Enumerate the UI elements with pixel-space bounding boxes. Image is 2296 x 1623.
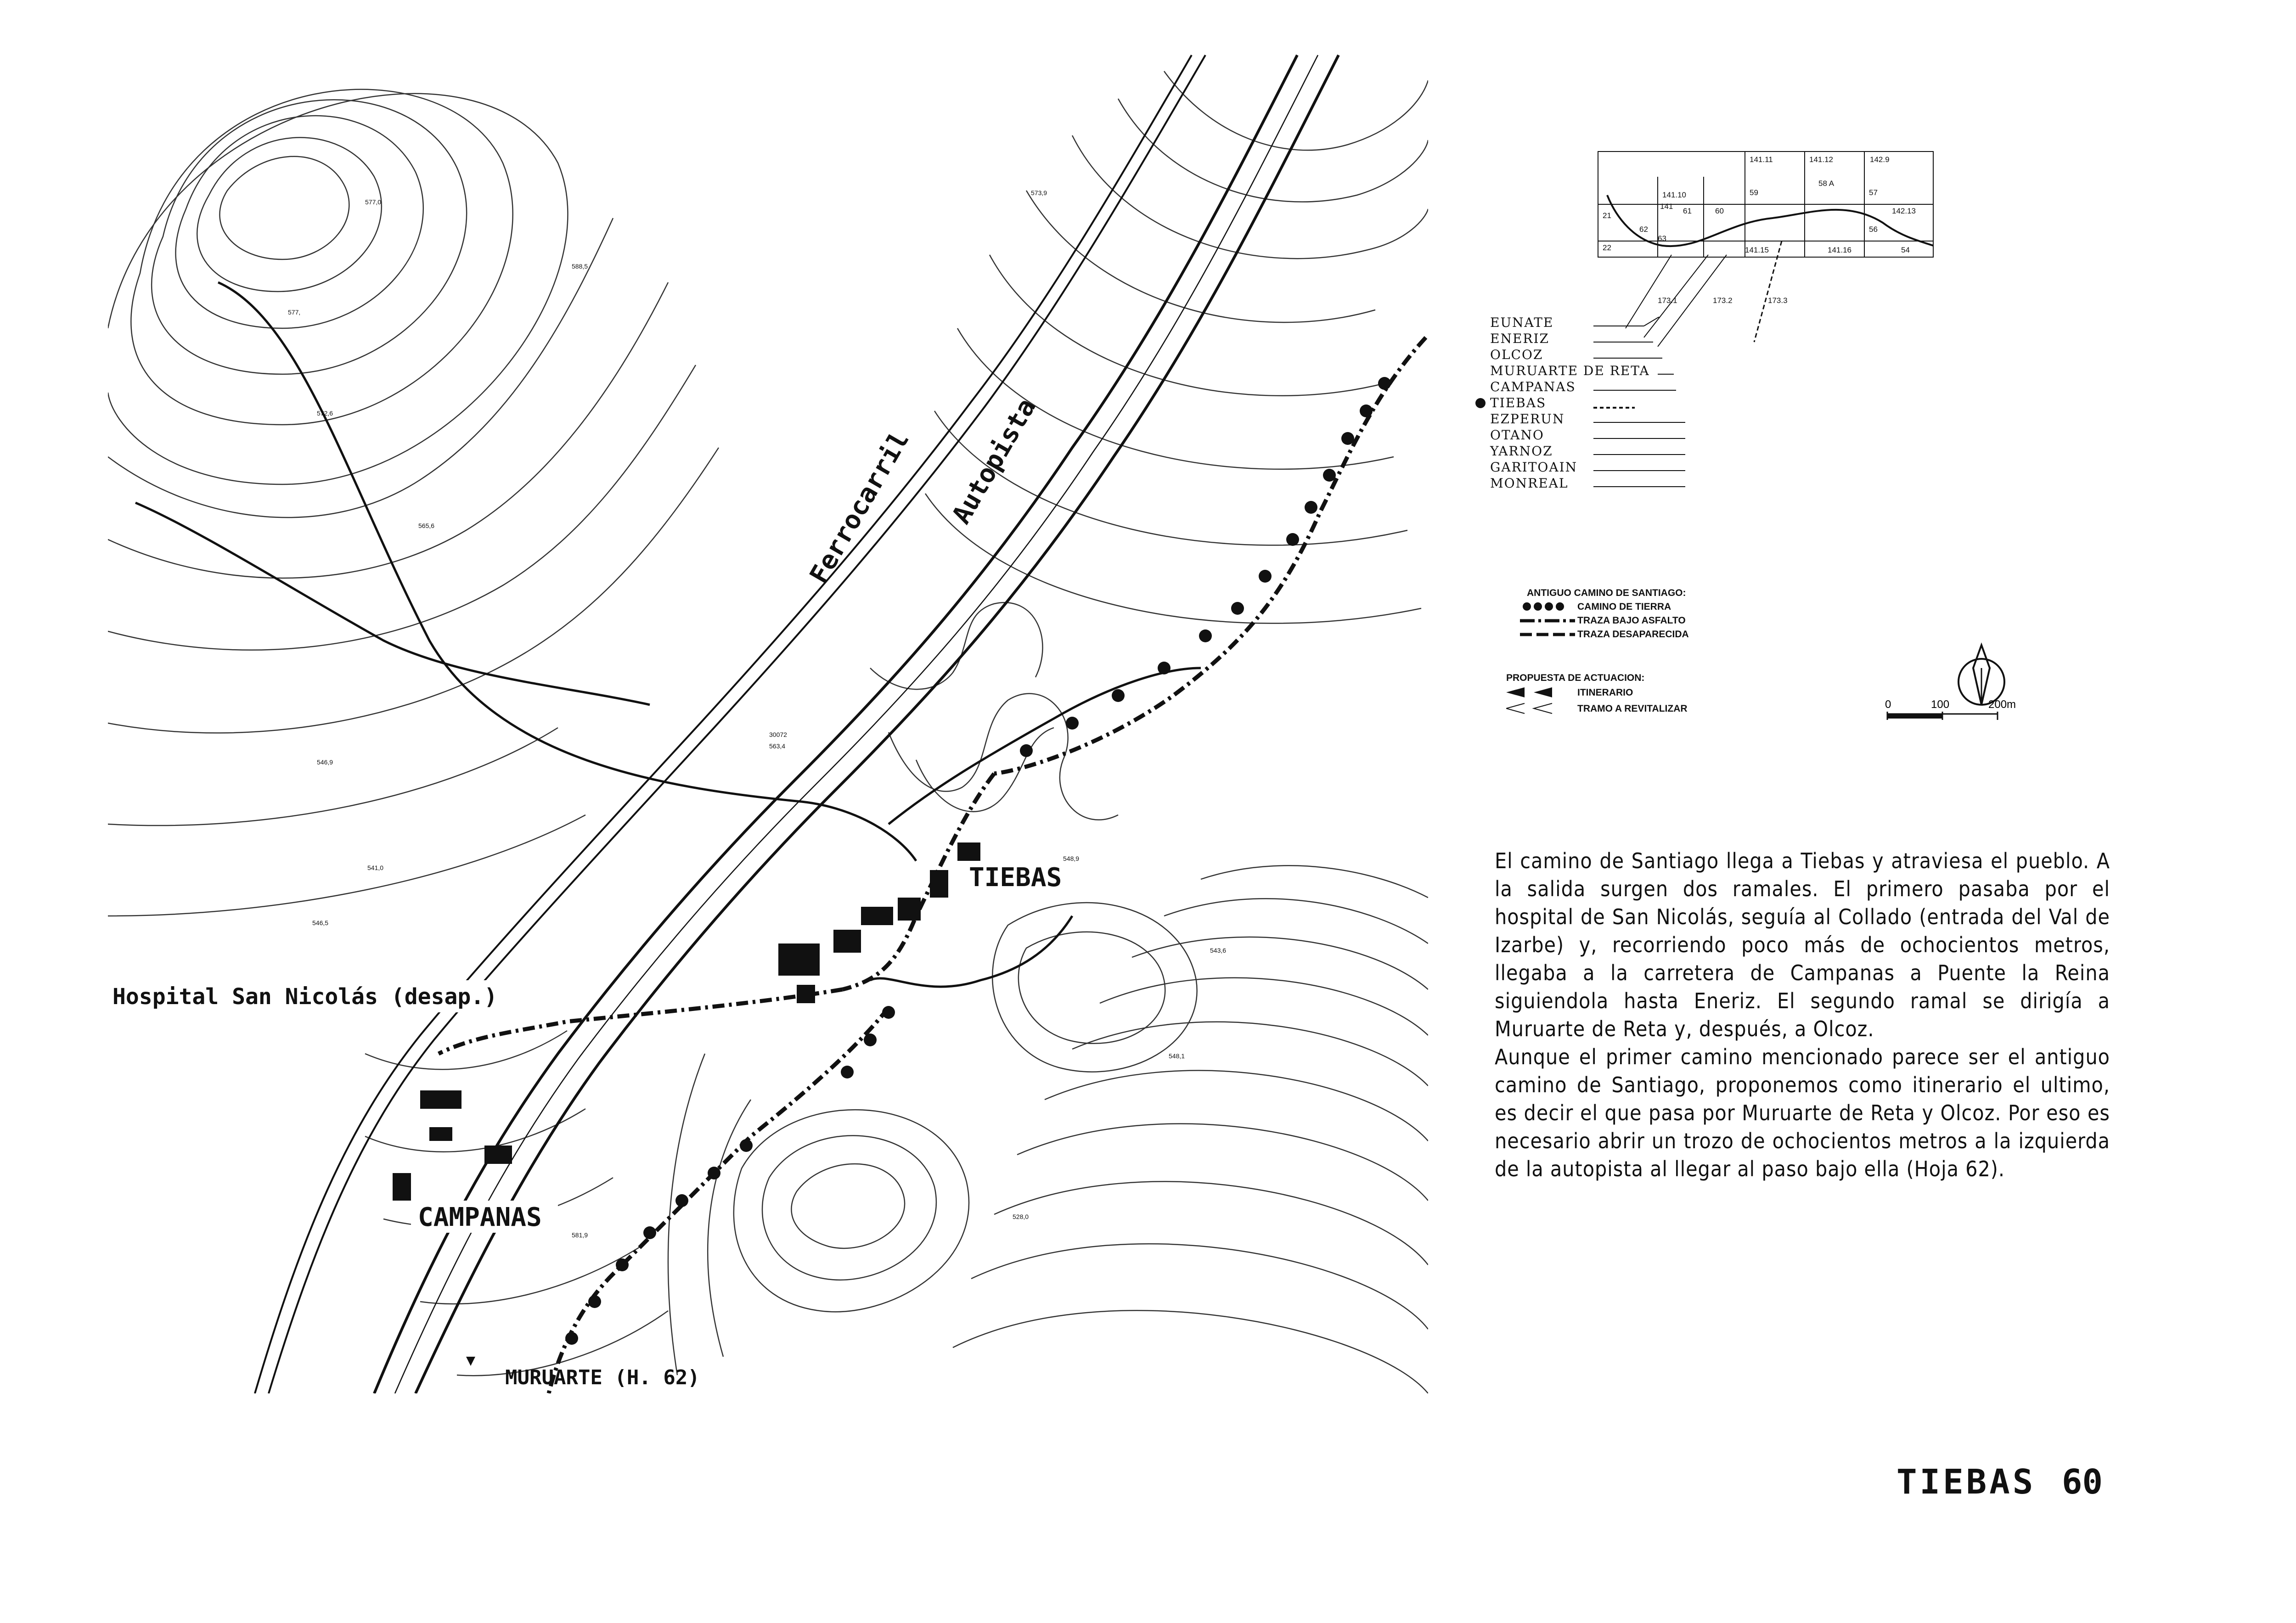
village-item: OTANO — [1490, 427, 1544, 443]
village-item: OLCOZ — [1490, 347, 1543, 362]
map-labels — [108, 393, 1118, 1389]
campanas-label: CAMPANAS — [418, 1202, 542, 1232]
svg-text:588,5: 588,5 — [572, 263, 588, 270]
svg-text:58 A: 58 A — [1818, 179, 1835, 188]
svg-text:173.3: 173.3 — [1768, 296, 1788, 305]
current-location-dot-icon — [1475, 398, 1486, 408]
svg-text:173.2: 173.2 — [1713, 296, 1733, 305]
contour-lines — [108, 71, 1428, 1393]
legend-asphalt-icon — [1520, 616, 1575, 625]
svg-text:541,0: 541,0 — [367, 864, 384, 871]
legend-item: TRAZA DESAPARECIDA — [1577, 629, 1689, 640]
svg-text:546,5: 546,5 — [312, 919, 329, 927]
svg-text:142.13: 142.13 — [1892, 207, 1916, 215]
scale-bar — [1883, 698, 2034, 735]
village-item: CAMPANAS — [1490, 379, 1576, 394]
legend-item: TRAMO A REVITALIZAR — [1577, 703, 1688, 714]
svg-text:59: 59 — [1750, 188, 1758, 197]
svg-text:0: 0 — [1885, 698, 1891, 711]
paragraph: El camino de Santiago llega a Tiebas y atraviesa el pueblo. A la salida surgen dos ramales. El primero pasaba por el hospital de San Nicolás, seguía al Collado (entrada del Val de Izarbe) y, recorriendo poco más de ochocientos metros, llegaba a la carretera de Campanas a Puente la Reina siguiendola hasta Eneriz. El segundo ramal se dirigía a Muruarte de Reta y, después, a Olcoz. — [1495, 848, 2110, 1041]
svg-text:577,: 577, — [288, 309, 301, 316]
svg-text:141.12: 141.12 — [1809, 155, 1833, 164]
village-item: EZPERUN — [1490, 411, 1565, 427]
description-text — [1495, 847, 2110, 1183]
legend-heading-propuesta: PROPUESTA DE ACTUACION: — [1506, 673, 1645, 683]
hospital-label: Hospital San Nicolás (desap.) — [113, 984, 498, 1010]
village-leader-lines — [1593, 317, 1704, 510]
svg-text:543,6: 543,6 — [1210, 947, 1227, 954]
svg-text:141.10: 141.10 — [1662, 191, 1686, 199]
svg-text:565,6: 565,6 — [418, 522, 435, 529]
svg-text:141.16: 141.16 — [1828, 246, 1851, 254]
muruarte-label: MURUARTE (H. 62) — [505, 1366, 700, 1389]
svg-text:62: 62 — [1639, 225, 1648, 234]
svg-text:63: 63 — [1658, 234, 1666, 243]
svg-text:56: 56 — [1869, 225, 1878, 234]
svg-text:57: 57 — [1869, 188, 1878, 197]
svg-text:141.11: 141.11 — [1750, 155, 1773, 164]
village-item-current: TIEBAS — [1490, 395, 1650, 411]
svg-text:548,1: 548,1 — [1169, 1052, 1185, 1060]
legend-itinerary-icon — [1506, 686, 1570, 698]
autopista-label: Autopista — [946, 393, 1042, 529]
svg-text:581,9: 581,9 — [572, 1231, 588, 1239]
map-legend — [1506, 588, 1800, 753]
svg-text:61: 61 — [1683, 207, 1692, 215]
topographic-map — [108, 44, 1428, 1393]
village-item: MONREAL — [1490, 476, 1569, 491]
svg-text:548,9: 548,9 — [1063, 855, 1080, 862]
village-item: MURUARTE DE RETA — [1490, 363, 1650, 378]
svg-text:173.1: 173.1 — [1658, 296, 1677, 305]
legend-item: ITINERARIO — [1577, 687, 1633, 698]
motorway — [374, 55, 1339, 1393]
svg-text:142.9: 142.9 — [1870, 155, 1890, 164]
svg-text:200m: 200m — [1988, 698, 2016, 711]
village-item: GARITOAIN — [1490, 460, 1578, 475]
paragraph: Aunque el primer camino mencionado parece ser el antiguo camino de Santiago, proponemos como itinerario el ultimo, es decir el que pasa por Muruarte de Reta y Olcoz. Por eso es necesario abrir un trozo de ochocientos metros a la izquierda de la autopista al llegar al paso bajo ella (Hoja 62). — [1495, 1045, 2110, 1181]
village-item: YARNOZ — [1490, 444, 1553, 459]
svg-text:572,6: 572,6 — [317, 410, 333, 417]
spot-heights — [288, 189, 1226, 1239]
svg-text:100: 100 — [1931, 698, 1950, 711]
svg-text:22: 22 — [1603, 243, 1611, 252]
page-number: 60 — [2062, 1462, 2103, 1502]
svg-text:528,0: 528,0 — [1013, 1213, 1029, 1220]
svg-text:54: 54 — [1901, 246, 1910, 254]
svg-text:60: 60 — [1715, 207, 1724, 215]
ferrocarril-label: Ferrocarril — [804, 426, 915, 589]
village-item: ENERIZ — [1490, 331, 1549, 346]
legend-earth-track-icon — [1522, 601, 1573, 612]
svg-text:21: 21 — [1603, 211, 1611, 220]
svg-text:30072: 30072 — [769, 731, 787, 738]
legend-item: CAMINO DE TIERRA — [1577, 601, 1671, 612]
page-title: TIEBAS — [1896, 1462, 2036, 1502]
svg-text:563,4: 563,4 — [769, 742, 786, 750]
svg-text:141.15: 141.15 — [1745, 246, 1769, 254]
svg-text:573,9: 573,9 — [1031, 189, 1047, 197]
svg-text:577,0: 577,0 — [365, 198, 382, 206]
legend-item: TRAZA BAJO ASFALTO — [1577, 615, 1686, 626]
tiebas-label: TIEBAS — [969, 863, 1062, 893]
legend-vanished-icon — [1520, 630, 1575, 639]
legend-revitalize-icon — [1506, 702, 1570, 714]
svg-text:546,9: 546,9 — [317, 758, 333, 766]
svg-text:141: 141 — [1660, 202, 1673, 211]
village-item: EUNATE — [1490, 315, 1554, 330]
legend-heading-camino: ANTIGUO CAMINO DE SANTIAGO: — [1527, 588, 1686, 598]
